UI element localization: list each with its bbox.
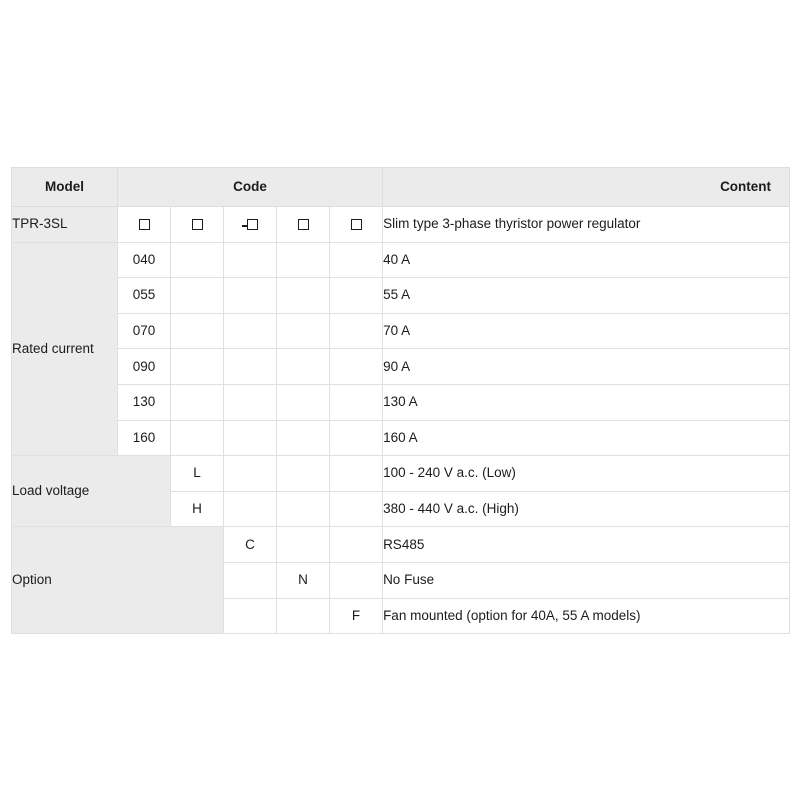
blank-cell bbox=[330, 456, 383, 492]
blank-cell bbox=[277, 313, 330, 349]
content-rated-055: 55 A bbox=[383, 278, 790, 314]
code-cell-5 bbox=[330, 207, 383, 243]
model-code-specification-table bbox=[11, 167, 790, 634]
blank-cell bbox=[224, 420, 277, 456]
blank-cell bbox=[224, 349, 277, 385]
code-cell-rated-160: 160 bbox=[118, 420, 171, 456]
code-cell-4 bbox=[277, 207, 330, 243]
blank-cell bbox=[330, 242, 383, 278]
table-row-rated-070 bbox=[12, 313, 790, 349]
blank-cell bbox=[171, 278, 224, 314]
blank-cell bbox=[330, 562, 383, 598]
blank-cell bbox=[330, 527, 383, 563]
code-cell-rated-090: 090 bbox=[118, 349, 171, 385]
square-icon bbox=[298, 219, 309, 230]
header-model: Model bbox=[12, 168, 118, 207]
table-row-model bbox=[12, 207, 790, 243]
content-rated-090: 90 A bbox=[383, 349, 790, 385]
blank-cell bbox=[224, 242, 277, 278]
header-code: Code bbox=[118, 168, 383, 207]
blank-cell bbox=[277, 420, 330, 456]
content-rated-130: 130 A bbox=[383, 384, 790, 420]
table-row-rated-055 bbox=[12, 278, 790, 314]
code-cell-rated-130: 130 bbox=[118, 384, 171, 420]
row-label-rated-current bbox=[12, 242, 118, 456]
code-cell-option-n: N bbox=[277, 562, 330, 598]
blank-cell bbox=[330, 491, 383, 527]
dash-icon bbox=[242, 225, 247, 227]
blank-cell bbox=[224, 313, 277, 349]
blank-cell bbox=[171, 313, 224, 349]
code-cell-2 bbox=[171, 207, 224, 243]
table-row-rated-090 bbox=[12, 349, 790, 385]
row-label-load-voltage: Load voltage bbox=[12, 456, 171, 527]
square-icon bbox=[192, 219, 203, 230]
content-option-c: RS485 bbox=[383, 527, 790, 563]
table-row-option-c bbox=[12, 527, 790, 563]
table-row-load-voltage-l bbox=[12, 456, 790, 492]
blank-cell bbox=[330, 278, 383, 314]
content-rated-070: 70 A bbox=[383, 313, 790, 349]
content-rated-040: 40 A bbox=[383, 242, 790, 278]
blank-cell bbox=[224, 456, 277, 492]
blank-cell bbox=[171, 349, 224, 385]
square-icon bbox=[351, 219, 362, 230]
blank-cell bbox=[224, 491, 277, 527]
content-option-f: Fan mounted (option for 40A, 55 A models) bbox=[383, 598, 790, 634]
blank-cell bbox=[330, 313, 383, 349]
table-row-rated-160 bbox=[12, 420, 790, 456]
table-header bbox=[12, 168, 790, 207]
blank-cell bbox=[277, 598, 330, 634]
table-row-rated-040 bbox=[12, 242, 790, 278]
header-row bbox=[12, 168, 790, 207]
blank-cell bbox=[224, 598, 277, 634]
blank-cell bbox=[224, 384, 277, 420]
code-cell-rated-070: 070 bbox=[118, 313, 171, 349]
content-model: Slim type 3-phase thyristor power regulator bbox=[383, 207, 790, 243]
code-cell-rated-040: 040 bbox=[118, 242, 171, 278]
blank-cell bbox=[224, 278, 277, 314]
code-cell-option-c: C bbox=[224, 527, 277, 563]
blank-cell bbox=[277, 278, 330, 314]
code-cell-3 bbox=[224, 207, 277, 243]
blank-cell bbox=[171, 420, 224, 456]
table-body bbox=[12, 207, 790, 634]
content-load-voltage-h: 380 - 440 V a.c. (High) bbox=[383, 491, 790, 527]
row-label-rated-current-text: Rated current bbox=[12, 340, 94, 356]
code-cell-rated-055: 055 bbox=[118, 278, 171, 314]
blank-cell bbox=[277, 242, 330, 278]
content-option-n: No Fuse bbox=[383, 562, 790, 598]
code-cell-1 bbox=[118, 207, 171, 243]
code-cell-option-f: F bbox=[330, 598, 383, 634]
table-row-rated-130 bbox=[12, 384, 790, 420]
code-cell-load-voltage-h: H bbox=[171, 491, 224, 527]
row-label-option: Option bbox=[12, 527, 224, 634]
row-label-model: TPR-3SL bbox=[12, 207, 118, 243]
blank-cell bbox=[330, 349, 383, 385]
blank-cell bbox=[330, 420, 383, 456]
blank-cell bbox=[171, 384, 224, 420]
blank-cell bbox=[277, 491, 330, 527]
content-load-voltage-l: 100 - 240 V a.c. (Low) bbox=[383, 456, 790, 492]
blank-cell bbox=[171, 242, 224, 278]
blank-cell bbox=[224, 562, 277, 598]
blank-cell bbox=[277, 349, 330, 385]
square-icon bbox=[139, 219, 150, 230]
content-rated-160: 160 A bbox=[383, 420, 790, 456]
blank-cell bbox=[277, 456, 330, 492]
blank-cell bbox=[277, 384, 330, 420]
blank-cell bbox=[277, 527, 330, 563]
header-content: Content bbox=[383, 168, 790, 207]
square-icon bbox=[247, 219, 258, 230]
blank-cell bbox=[330, 384, 383, 420]
code-cell-load-voltage-l: L bbox=[171, 456, 224, 492]
